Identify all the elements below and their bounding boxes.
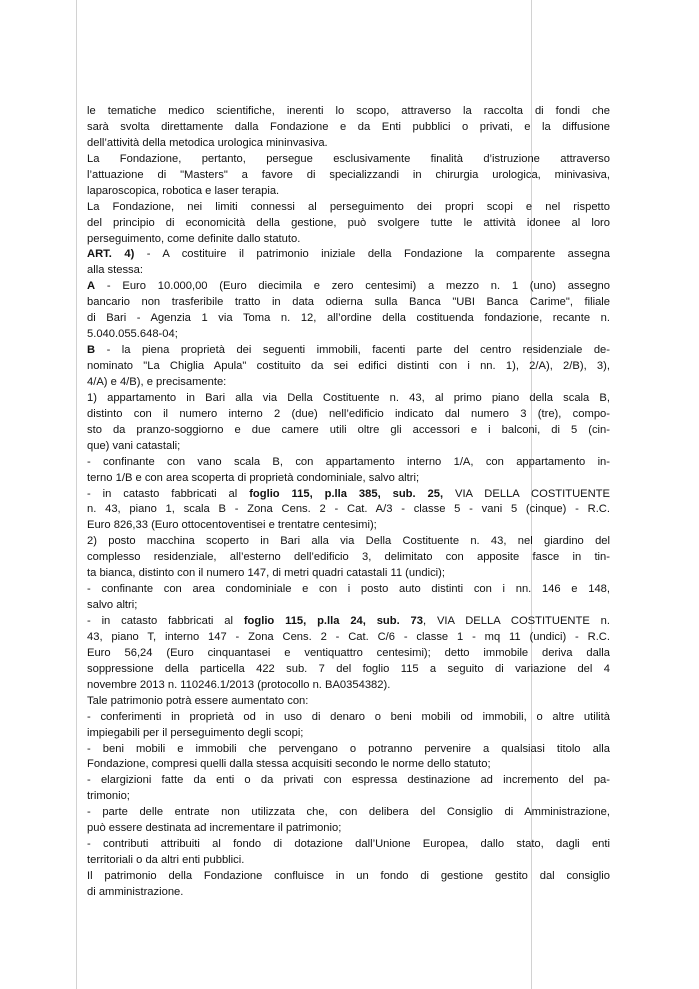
line-text: distinto con il numero interno 2 (due) nell’edificio indicato dal numero 3 (tre), compo- bbox=[87, 407, 610, 420]
line-text: - confinante con area condominiale e con i posto auto distinti con i nn. 146 e 148, bbox=[87, 583, 610, 596]
line-text: sto da pranzo-soggiorno e due camere utili oltre gli accessori e i balconi, di 5 (cin- bbox=[87, 423, 610, 436]
line-text: l’attuazione di "Masters" a favore di specializzandi in chirurgia urologica, minivasiva, bbox=[87, 168, 610, 181]
text-line bbox=[87, 359, 610, 375]
bold-label: B bbox=[87, 344, 96, 357]
line-text: salvo altri; bbox=[87, 599, 138, 612]
line-text: que) vani catastali; bbox=[87, 439, 181, 452]
bold-label: ART. 4) bbox=[87, 248, 135, 261]
line-text: può essere destinata ad incrementare il patrimonio; bbox=[87, 822, 342, 835]
text-line bbox=[87, 168, 610, 184]
text-line bbox=[87, 757, 610, 773]
text-line bbox=[87, 502, 610, 518]
line-text: laparoscopica, robotica e laser terapia. bbox=[87, 184, 280, 197]
text-line bbox=[87, 885, 610, 901]
bold-label: A bbox=[87, 280, 96, 293]
text-line bbox=[87, 726, 610, 742]
line-text: di amministrazione. bbox=[87, 885, 184, 898]
text-line bbox=[87, 789, 610, 805]
line-text: - la piena proprietà dei seguenti immobili, facenti parte del centro residenziale de- bbox=[95, 344, 610, 357]
line-text: n. 43, piano 1, scala B - Zona Cens. 2 - Cat. A/3 - classe 5 - vani 5 (cinque) - R.C. bbox=[87, 503, 610, 516]
line-text: bancario non trasferibile tratto in data odierna sulla Banca "UBI Banca Carime", filiale bbox=[87, 296, 610, 309]
text-line bbox=[87, 487, 610, 503]
text-line bbox=[87, 471, 610, 487]
text-line bbox=[87, 630, 610, 646]
line-text: - confinante con vano scala B, con appartamento interno 1/A, con appartamento in- bbox=[87, 455, 610, 468]
text-line bbox=[87, 295, 610, 311]
text-line bbox=[87, 773, 610, 789]
text-line bbox=[87, 152, 610, 168]
line-text: - in catasto fabbricati al bbox=[87, 487, 250, 500]
line-text: Il patrimonio della Fondazione confluisce in un fondo di gestione gestito dal consiglio bbox=[87, 870, 610, 882]
text-line bbox=[87, 582, 610, 598]
text-line bbox=[87, 566, 610, 582]
line-text: complesso residenziale, all’esterno dell’edificio 3, delimitato con apposite fasce in tin- bbox=[87, 551, 610, 564]
text-line bbox=[87, 104, 610, 120]
line-text: 43, piano T, interno 147 - Zona Cens. 2 - Cat. C/6 - classe 1 - mq 11 (undici) - R.C. bbox=[87, 630, 610, 643]
line-text: impiegabili per il perseguimento degli scopi; bbox=[87, 726, 304, 739]
line-text: 2) posto macchina scoperto in Bari alla via Della Costituente n. 43, nel giardino del bbox=[87, 535, 610, 548]
line-text: Fondazione, compresi quelli dalla stessa acquisiti secondo le norme dello statuto; bbox=[87, 758, 491, 771]
line-text: le tematiche medico scientifiche, inerenti lo scopo, attraverso la raccolta di fondi che bbox=[87, 105, 610, 117]
line-text: 1) appartamento in Bari alla via Della Costituente n. 43, al primo piano della scala B, bbox=[87, 391, 610, 404]
text-line bbox=[87, 375, 610, 391]
left-margin-rule bbox=[76, 0, 77, 989]
text-line bbox=[87, 247, 610, 263]
text-line bbox=[87, 742, 610, 758]
line-text: sarà svolta direttamente dalla Fondazione e da Enti pubblici o privati, e la diffusione bbox=[87, 120, 610, 133]
line-text: Euro 56,24 (Euro cinquantasei e ventiquattro centesimi); detto immobile deriva dalla bbox=[87, 646, 610, 659]
document-body bbox=[87, 104, 610, 901]
line-text: territoriali o da altri enti pubblici. bbox=[87, 854, 245, 867]
line-text-continued: VIA DELLA COSTITUENTE bbox=[443, 487, 610, 500]
text-line bbox=[87, 136, 610, 152]
line-text: trimonio; bbox=[87, 790, 130, 803]
text-line bbox=[87, 327, 610, 343]
line-text: - A costituire il patrimonio iniziale della Fondazione la comparente assegna bbox=[134, 248, 610, 261]
line-text: - Euro 10.000,00 (Euro diecimila e zero centesimi) a mezzo n. 1 (uno) assegno bbox=[95, 280, 610, 293]
line-text: ta bianca, distinto con il numero 147, di metri quadri catastali 11 (undici); bbox=[87, 567, 445, 580]
line-text: novembre 2013 n. 110246.1/2013 (protocollo n. BA0354382). bbox=[87, 678, 391, 691]
line-text: - parte delle entrate non utilizzata che, con delibera del Consiglio di Amministrazione, bbox=[87, 806, 610, 819]
text-line bbox=[87, 343, 610, 359]
text-line bbox=[87, 232, 610, 248]
line-text: terno 1/B e con area scoperta di proprietà condominiale, salvo altri; bbox=[87, 471, 420, 484]
text-line bbox=[87, 662, 610, 678]
text-line bbox=[87, 391, 610, 407]
line-text: Tale patrimonio potrà essere aumentato con: bbox=[87, 694, 309, 707]
line-text: - conferimenti in proprietà od in uso di denaro o beni mobili od immobili, o altre utilità bbox=[87, 710, 610, 723]
text-line bbox=[87, 534, 610, 550]
line-text: dell’attività della metodica urologica mininvasiva. bbox=[87, 136, 328, 149]
text-line bbox=[87, 311, 610, 327]
line-text: nominato "La Chiglia Apula" costituito da sei edifici distinti con i nn. 1), 2/A), 2/B), 3), bbox=[87, 360, 610, 372]
text-line bbox=[87, 518, 610, 534]
line-text: - in catasto fabbricati al bbox=[87, 615, 244, 627]
text-line bbox=[87, 200, 610, 216]
line-text: perseguimento, come definite dallo statuto. bbox=[87, 232, 301, 245]
text-line bbox=[87, 423, 610, 439]
line-text: Euro 826,33 (Euro ottocentoventisei e trentatre centesimi); bbox=[87, 519, 377, 532]
text-line bbox=[87, 120, 610, 136]
text-line bbox=[87, 184, 610, 200]
text-line bbox=[87, 598, 610, 614]
text-line bbox=[87, 694, 610, 710]
line-text: del principio di economicità della gestione, può svolgere tutte le attività idonee al loro bbox=[87, 216, 610, 229]
text-line bbox=[87, 407, 610, 423]
line-text: alla stessa: bbox=[87, 264, 143, 277]
line-text: - beni mobili e immobili che pervengano o potranno pervenire a qualsiasi titolo alla bbox=[87, 742, 610, 755]
line-text-continued: , VIA DELLA COSTITUENTE n. bbox=[423, 615, 610, 627]
line-text: La Fondazione, pertanto, persegue esclusivamente finalità d’istruzione attraverso bbox=[87, 152, 610, 165]
text-line bbox=[87, 710, 610, 726]
cadastral-reference: foglio 115, p.lla 24, sub. 73 bbox=[243, 615, 423, 627]
line-text: - contributi attribuiti al fondo di dotazione dall’Unione Europea, dallo stato, dagli enti bbox=[87, 838, 610, 851]
text-line bbox=[87, 439, 610, 455]
line-text: di Bari - Agenzia 1 via Toma n. 12, all’ordine della costituenda fondazione, recante n. bbox=[87, 312, 610, 325]
text-line bbox=[87, 550, 610, 566]
text-line bbox=[87, 263, 610, 279]
line-text: soppressione della particella 422 sub. 7 del foglio 115 a seguito di variazione del 4 bbox=[87, 662, 610, 675]
text-line bbox=[87, 678, 610, 694]
text-line bbox=[87, 805, 610, 821]
cadastral-reference: foglio 115, p.lla 385, sub. 25, bbox=[249, 487, 444, 500]
text-line bbox=[87, 869, 610, 885]
line-text: 5.040.055.648-04; bbox=[87, 328, 178, 341]
text-line bbox=[87, 837, 610, 853]
text-line bbox=[87, 853, 610, 869]
line-text: La Fondazione, nei limiti connessi al perseguimento dei propri scopi e nel rispetto bbox=[87, 200, 610, 213]
line-text: - elargizioni fatte da enti o da privati con espressa destinazione ad incremento del pa- bbox=[87, 774, 610, 787]
text-line bbox=[87, 455, 610, 471]
text-line bbox=[87, 279, 610, 295]
line-text: 4/A) e 4/B), e precisamente: bbox=[87, 375, 227, 388]
text-line bbox=[87, 821, 610, 837]
text-line bbox=[87, 614, 610, 630]
text-line bbox=[87, 216, 610, 232]
text-line bbox=[87, 646, 610, 662]
